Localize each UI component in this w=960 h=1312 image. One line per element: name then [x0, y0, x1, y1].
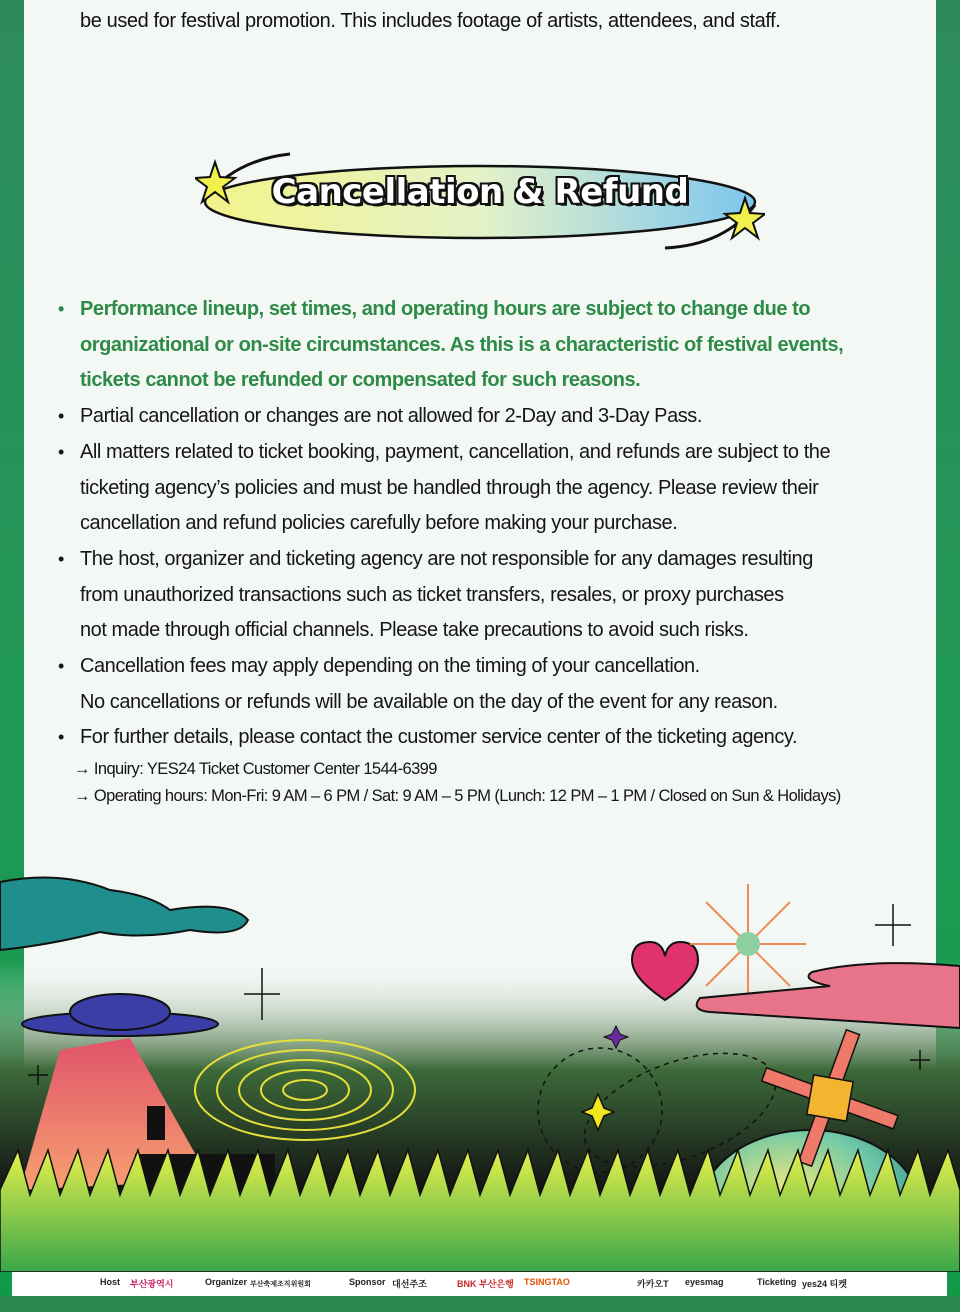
- section-title-badge: [195, 150, 765, 250]
- inquiry-line: → Inquiry: YES24 Ticket Customer Center 1544-6399: [74, 760, 437, 779]
- organizer-name: 부산축제조직위원회: [250, 1281, 311, 1288]
- sponsor-footer: [12, 1272, 947, 1296]
- bottom-frame: [0, 1296, 960, 1312]
- list-item: • The host, organizer and ticketing agency are not responsible for any damages resulting from unauthorized transactions such as ticket transfers, resales, or proxy purchases not made through official channels. Please take precautions to avoid such risks.: [58, 542, 908, 649]
- sponsor-label: Sponsor: [349, 1277, 386, 1287]
- festival-illustration: [0, 860, 960, 1272]
- firework-icon: [690, 884, 806, 1004]
- sponsor-3: TSINGTAO: [524, 1277, 570, 1287]
- list-item: • Partial cancellation or changes are not allowed for 2-Day and 3-Day Pass.: [58, 399, 908, 435]
- list-item: • For further details, please contact the customer service center of the ticketing agency. → Inquiry: YES24 Ticket Customer Center 1544-6399 → Operating hours: Mon-Fri: 9 AM – 6 PM / Sat: 9 AM – 5 PM (Lunch: 12 PM – 1 PM / Closed on Sun & Holidays): [58, 720, 908, 810]
- sponsor-5: eyesmag: [685, 1277, 724, 1287]
- organizer-label: Organizer: [205, 1277, 248, 1287]
- section-title: Cancellation & Refund: [271, 172, 689, 212]
- ticketing-name: yes24 티켓: [802, 1279, 847, 1289]
- ticketing-label: Ticketing: [757, 1277, 797, 1287]
- intro-text: be used for festival promotion. This includes footage of artists, attendees, and staff.: [80, 10, 781, 32]
- sponsor-1: 대선주조: [392, 1279, 427, 1289]
- list-item: • Performance lineup, set times, and operating hours are subject to change due to organizational or on-site circumstances. As this is a characteristic of festival events, tickets cannot be refunded or compensated for such reasons.: [58, 292, 908, 399]
- sponsor-4: 카카오T: [637, 1279, 669, 1289]
- hours-line: → Operating hours: Mon-Fri: 9 AM – 6 PM / Sat: 9 AM – 5 PM (Lunch: 12 PM – 1 PM / Closed on Sun & Holidays): [74, 787, 841, 806]
- list-item: • Cancellation fees may apply depending on the timing of your cancellation. No cancellations or refunds will be available on the day of the event for any reason.: [58, 649, 908, 720]
- host-name: 부산광역시: [130, 1279, 174, 1289]
- cloud-icon: [0, 878, 248, 951]
- host-label: Host: [100, 1277, 120, 1287]
- list-item: • All matters related to ticket booking, payment, cancellation, and refunds are subject to the ticketing agency’s policies and must be handled through the agency. Please review their cancellation and refund policies carefully before making your purchase.: [58, 435, 908, 542]
- sponsor-2: BNK 부산은행: [457, 1279, 514, 1289]
- policy-list: [58, 292, 908, 810]
